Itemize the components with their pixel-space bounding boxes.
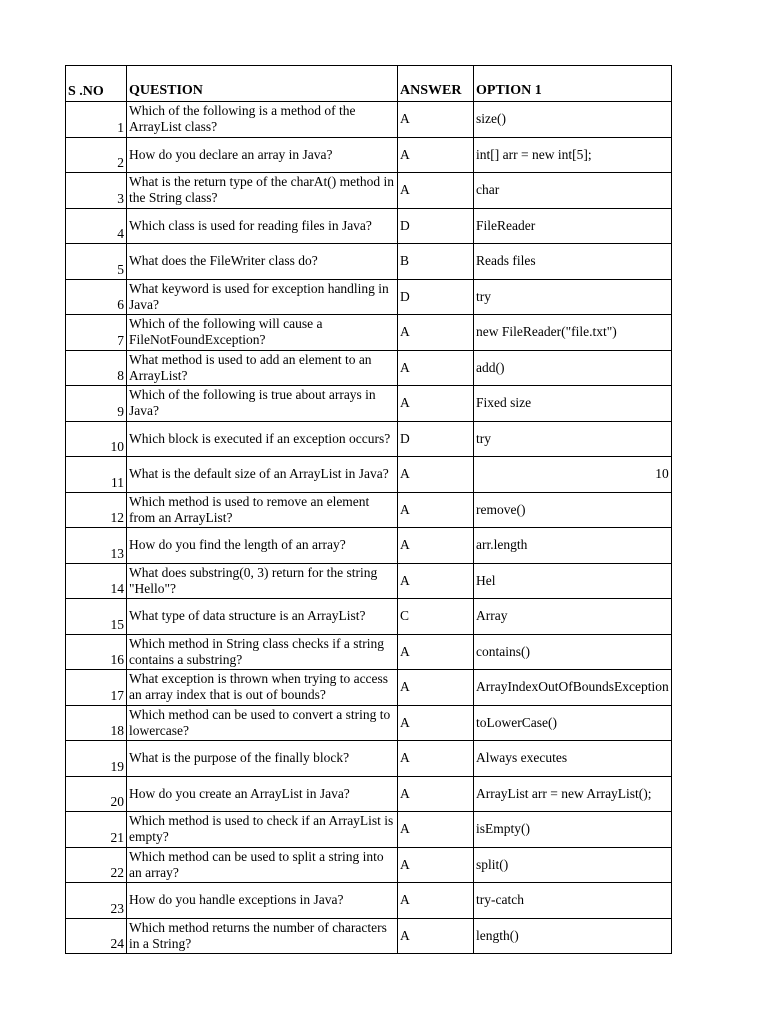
sno-cell [66, 812, 127, 848]
sno-cell-text: 2 [117, 155, 124, 170]
question-cell-text: What type of data structure is an ArrayList? [129, 608, 366, 624]
sno-cell [66, 102, 127, 138]
sno-cell [66, 883, 127, 919]
question-cell-text: Which method in String class checks if a string contains a substring? [129, 635, 384, 667]
option-1-cell-text: add() [476, 359, 505, 375]
question-cell [127, 741, 398, 777]
answer-cell [398, 741, 474, 777]
answer-cell-text: D [400, 217, 410, 233]
answer-cell-text: A [400, 927, 410, 943]
sno-cell-text: 17 [110, 687, 124, 703]
sno-cell-text: 1 [117, 119, 124, 135]
answer-cell-text: A [400, 750, 410, 766]
table-row [66, 812, 672, 848]
question-cell [127, 847, 398, 883]
answer-cell-text: B [400, 253, 410, 269]
question-cell [127, 528, 398, 564]
answer-cell [398, 528, 474, 564]
question-cell [127, 918, 398, 954]
question-cell [127, 137, 398, 173]
option-1-cell-text: remove() [476, 501, 526, 517]
sno-cell-text: 6 [117, 297, 124, 312]
question-cell-text: What is the purpose of the finally block? [129, 750, 350, 766]
table-row [66, 776, 672, 812]
sno-cell-text: 15 [110, 616, 124, 632]
option-1-cell [474, 173, 672, 209]
sno-cell-text: 18 [110, 723, 124, 738]
sno-cell [66, 137, 127, 173]
question-cell-text: What is the default size of an ArrayList in Java? [129, 466, 389, 482]
question-cell [127, 208, 398, 244]
question-cell-text: Which of the following is true about arrays in Java? [129, 387, 376, 419]
option-1-cell-text: Hel [476, 572, 496, 588]
option-1-cell-text: size() [476, 111, 506, 127]
option-1-cell-text: Fixed size [476, 395, 532, 411]
answer-cell-text: A [400, 324, 410, 340]
sno-cell [66, 563, 127, 599]
answer-cell-text: A [400, 395, 410, 411]
table-row [66, 599, 672, 635]
option-1-cell [474, 492, 672, 528]
table-row [66, 492, 672, 528]
answer-cell [398, 634, 474, 670]
option-1-cell-text: Reads files [476, 253, 536, 269]
option-1-cell [474, 315, 672, 351]
option-1-cell-text: ArrayList arr = new ArrayList(); [476, 785, 652, 801]
answer-cell-text: A [400, 466, 410, 482]
option-1-cell-text: int[] arr = new int[5]; [476, 146, 592, 162]
answer-cell [398, 244, 474, 280]
option-1-cell-text: try [476, 288, 491, 304]
question-cell [127, 350, 398, 386]
question-cell [127, 315, 398, 351]
option-1-cell [474, 244, 672, 280]
option-1-cell [474, 137, 672, 173]
answer-cell [398, 776, 474, 812]
sno-cell [66, 918, 127, 954]
question-cell [127, 279, 398, 315]
sno-cell [66, 776, 127, 812]
question-cell [127, 421, 398, 457]
question-cell-text: What exception is thrown when trying to access an array index that is out of bounds? [129, 671, 389, 703]
sno-cell [66, 634, 127, 670]
sno-cell [66, 315, 127, 351]
option-1-cell-text: 10 [655, 466, 669, 482]
sno-cell-text: 7 [117, 332, 124, 348]
answer-cell-text: A [400, 856, 410, 872]
option-1-cell-text: new FileReader("file.txt") [476, 324, 617, 340]
header-option-1: OPTION 1 [474, 66, 672, 102]
answer-cell-text: A [400, 111, 410, 127]
option-1-cell [474, 705, 672, 741]
sno-cell-text: 21 [110, 829, 124, 845]
table-row [66, 137, 672, 173]
question-cell-text: Which of the following will cause a FileNotFoundException? [129, 316, 323, 348]
header-sno: S .NO [66, 66, 127, 102]
option-1-cell [474, 386, 672, 422]
answer-cell-text: C [400, 608, 410, 624]
sno-cell-text: 16 [110, 652, 124, 667]
sno-cell [66, 350, 127, 386]
option-1-cell [474, 102, 672, 138]
answer-cell-text: A [400, 679, 410, 695]
table-row [66, 173, 672, 209]
question-cell [127, 563, 398, 599]
table-row [66, 741, 672, 777]
answer-cell-text: A [400, 785, 410, 801]
answer-cell-text: A [400, 892, 410, 908]
answer-cell-text: D [400, 288, 410, 304]
question-cell [127, 705, 398, 741]
option-1-cell-text: isEmpty() [476, 821, 530, 837]
sno-cell-text: 4 [117, 226, 124, 241]
sno-cell-text: 20 [110, 794, 124, 809]
answer-cell [398, 386, 474, 422]
question-cell-text: Which method returns the number of characters in a String? [129, 919, 387, 951]
option-1-cell-text: contains() [476, 643, 530, 659]
answer-cell [398, 918, 474, 954]
question-cell-text: Which block is executed if an exception occurs? [129, 430, 391, 446]
answer-cell [398, 102, 474, 138]
answer-cell [398, 812, 474, 848]
question-cell [127, 244, 398, 280]
question-cell [127, 634, 398, 670]
sno-cell-text: 22 [110, 865, 124, 880]
option-1-cell [474, 634, 672, 670]
question-cell-text: Which method is used to remove an element from an ArrayList? [129, 493, 370, 525]
table-row [66, 421, 672, 457]
sno-cell [66, 421, 127, 457]
option-1-cell-text: arr.length [476, 537, 528, 553]
answer-cell-text: A [400, 146, 410, 162]
question-cell [127, 173, 398, 209]
sno-cell-text: 14 [110, 581, 124, 596]
table-row [66, 528, 672, 564]
answer-cell-text: A [400, 359, 410, 375]
table-row [66, 208, 672, 244]
sno-cell-text: 10 [110, 439, 124, 454]
question-cell-text: How do you find the length of an array? [129, 537, 346, 553]
option-1-cell-text: ArrayIndexOutOfBoundsException [476, 679, 669, 695]
option-1-cell [474, 208, 672, 244]
answer-cell-text: D [400, 430, 410, 446]
question-cell [127, 457, 398, 493]
sno-cell [66, 670, 127, 706]
question-cell [127, 102, 398, 138]
answer-cell-text: A [400, 643, 410, 659]
question-cell [127, 812, 398, 848]
sno-cell-text: 3 [117, 190, 124, 206]
table-row [66, 634, 672, 670]
answer-cell [398, 670, 474, 706]
table-row [66, 670, 672, 706]
sno-cell-text: 8 [117, 368, 124, 383]
answer-cell [398, 137, 474, 173]
option-1-cell [474, 776, 672, 812]
question-cell [127, 776, 398, 812]
option-1-cell [474, 279, 672, 315]
header-answer: ANSWER [398, 66, 474, 102]
sno-cell [66, 244, 127, 280]
sno-cell-text: 13 [110, 545, 124, 561]
answer-cell [398, 705, 474, 741]
sno-cell-text: 19 [110, 758, 124, 774]
header-question: QUESTION [127, 66, 398, 102]
table-row [66, 847, 672, 883]
answer-cell-text: A [400, 182, 410, 198]
question-cell-text: How do you handle exceptions in Java? [129, 892, 344, 908]
question-cell-text: Which class is used for reading files in Java? [129, 217, 372, 233]
answer-cell-text: A [400, 821, 410, 837]
answer-cell [398, 599, 474, 635]
question-cell-text: Which method is used to check if an ArrayList is empty? [129, 813, 394, 845]
option-1-cell-text: split() [476, 856, 509, 872]
sno-cell [66, 208, 127, 244]
option-1-cell-text: Always executes [476, 750, 568, 766]
option-1-cell [474, 599, 672, 635]
option-1-cell-text: char [476, 182, 500, 198]
answer-cell-text: A [400, 537, 410, 553]
sno-cell-text: 5 [117, 261, 124, 277]
option-1-cell [474, 421, 672, 457]
question-cell [127, 386, 398, 422]
sno-cell-text: 11 [111, 474, 124, 490]
sno-cell [66, 492, 127, 528]
option-1-cell [474, 812, 672, 848]
option-1-cell [474, 563, 672, 599]
header-row [66, 66, 672, 102]
answer-cell [398, 421, 474, 457]
question-cell-text: How do you declare an array in Java? [129, 146, 333, 162]
table-row [66, 244, 672, 280]
sno-cell [66, 173, 127, 209]
table-row [66, 563, 672, 599]
option-1-cell [474, 883, 672, 919]
answer-cell [398, 315, 474, 351]
table-row [66, 279, 672, 315]
table-row [66, 386, 672, 422]
table-row [66, 705, 672, 741]
option-1-cell-text: try-catch [476, 892, 524, 908]
sno-cell [66, 705, 127, 741]
sno-cell-text: 12 [110, 510, 124, 525]
option-1-cell-text: FileReader [476, 217, 536, 233]
option-1-cell-text: try [476, 430, 491, 446]
table-row [66, 315, 672, 351]
answer-cell [398, 492, 474, 528]
option-1-cell [474, 670, 672, 706]
question-cell [127, 599, 398, 635]
answer-cell [398, 457, 474, 493]
answer-cell [398, 173, 474, 209]
option-1-cell [474, 741, 672, 777]
question-cell-text: How do you create an ArrayList in Java? [129, 785, 350, 801]
answer-cell [398, 208, 474, 244]
question-cell-text: Which of the following is a method of the ArrayList class? [129, 103, 356, 135]
question-cell [127, 670, 398, 706]
table-row [66, 457, 672, 493]
sno-cell-text: 9 [117, 403, 124, 419]
sno-cell-text: 24 [110, 936, 124, 951]
option-1-cell [474, 457, 672, 493]
question-cell-text: Which method can be used to convert a string to lowercase? [129, 706, 391, 738]
sno-cell [66, 386, 127, 422]
option-1-cell [474, 918, 672, 954]
table-row [66, 102, 672, 138]
option-1-cell [474, 350, 672, 386]
answer-cell-text: A [400, 714, 410, 730]
option-1-cell [474, 847, 672, 883]
option-1-cell-text: toLowerCase() [476, 714, 557, 730]
answer-cell [398, 847, 474, 883]
question-cell-text: What does substring(0, 3) return for the string "Hello"? [129, 564, 378, 596]
sno-cell [66, 741, 127, 777]
sno-cell [66, 457, 127, 493]
question-cell-text: What is the return type of the charAt() method in the String class? [129, 174, 395, 206]
sno-cell [66, 599, 127, 635]
question-cell-text: What method is used to add an element to an ArrayList? [129, 351, 372, 383]
answer-cell-text: A [400, 572, 410, 588]
sno-cell [66, 528, 127, 564]
answer-cell-text: A [400, 501, 410, 517]
option-1-cell-text: length() [476, 927, 519, 943]
answer-cell [398, 883, 474, 919]
sno-cell-text: 23 [110, 900, 124, 916]
question-cell [127, 883, 398, 919]
question-cell [127, 492, 398, 528]
option-1-cell-text: Array [476, 608, 508, 624]
option-1-cell [474, 528, 672, 564]
answer-cell [398, 350, 474, 386]
answer-cell [398, 563, 474, 599]
sno-cell [66, 279, 127, 315]
question-table [65, 65, 672, 954]
question-cell-text: Which method can be used to split a string into an array? [129, 848, 384, 880]
question-cell-text: What keyword is used for exception handling in Java? [129, 280, 389, 312]
answer-cell [398, 279, 474, 315]
sno-cell [66, 847, 127, 883]
table-row [66, 883, 672, 919]
table-row [66, 918, 672, 954]
table-row [66, 350, 672, 386]
question-cell-text: What does the FileWriter class do? [129, 253, 318, 269]
